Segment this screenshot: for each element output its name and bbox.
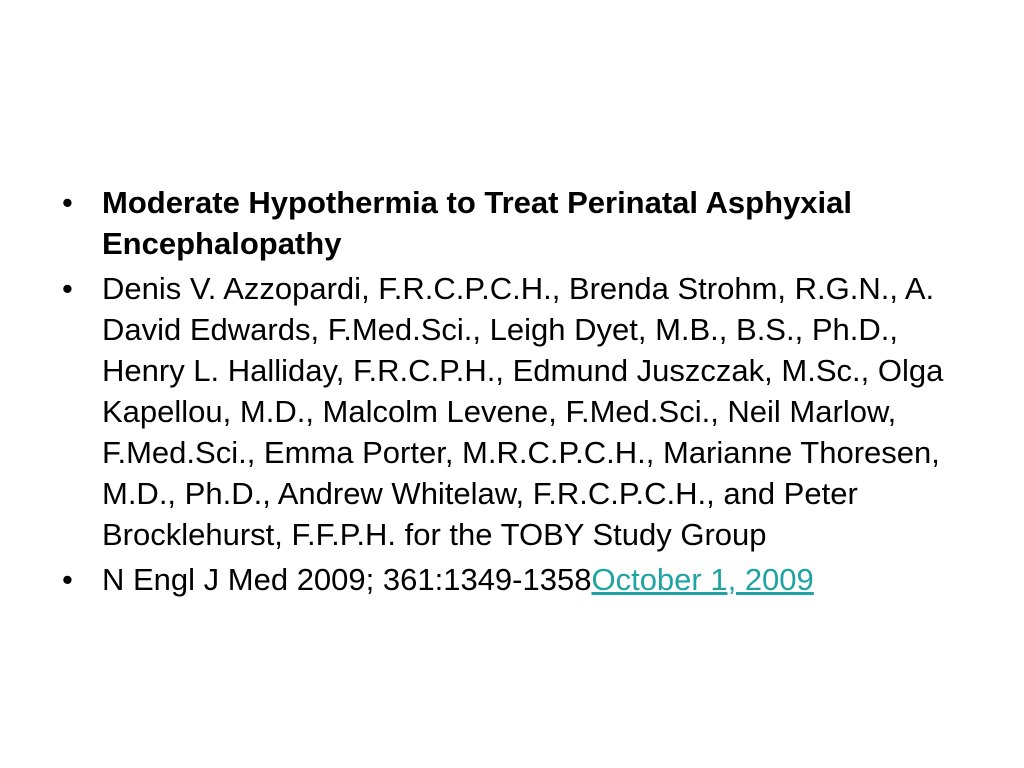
list-item-authors — [62, 268, 962, 555]
publication-date-link[interactable]: October 1, 2009 — [591, 562, 814, 597]
list-item-citation — [62, 559, 962, 600]
list-item-title — [62, 182, 962, 264]
bullet-icon: • — [62, 271, 73, 306]
bullet-icon: • — [62, 562, 73, 597]
bullet-icon: • — [62, 185, 73, 220]
bullet-list — [62, 182, 962, 604]
article-title: Moderate Hypothermia to Treat Perinatal Asphyxial Encephalopathy — [102, 185, 852, 261]
journal-citation: N Engl J Med 2009; 361:1349-1358 — [102, 562, 592, 597]
author-list: Denis V. Azzopardi, F.R.C.P.C.H., Brenda Strohm, R.G.N., A. David Edwards, F.Med.Sci., Leigh Dyet, M.B., B.S., Ph.D., Henry L. Halliday, F.R.C.P.H., Edmund Juszczak, M.Sc., Olga Kapellou, M.D., Malcolm Levene, F.Med.Sci., Neil Marlow, F.Med.Sci., Emma Porter, M.R.C.P.C.H., Marianne Thoresen, M.D., Ph.D., Andrew Whitelaw, F.R.C.P.C.H., and Peter Brocklehurst, F.F.P.H. for the TOBY Study Group — [102, 271, 944, 552]
